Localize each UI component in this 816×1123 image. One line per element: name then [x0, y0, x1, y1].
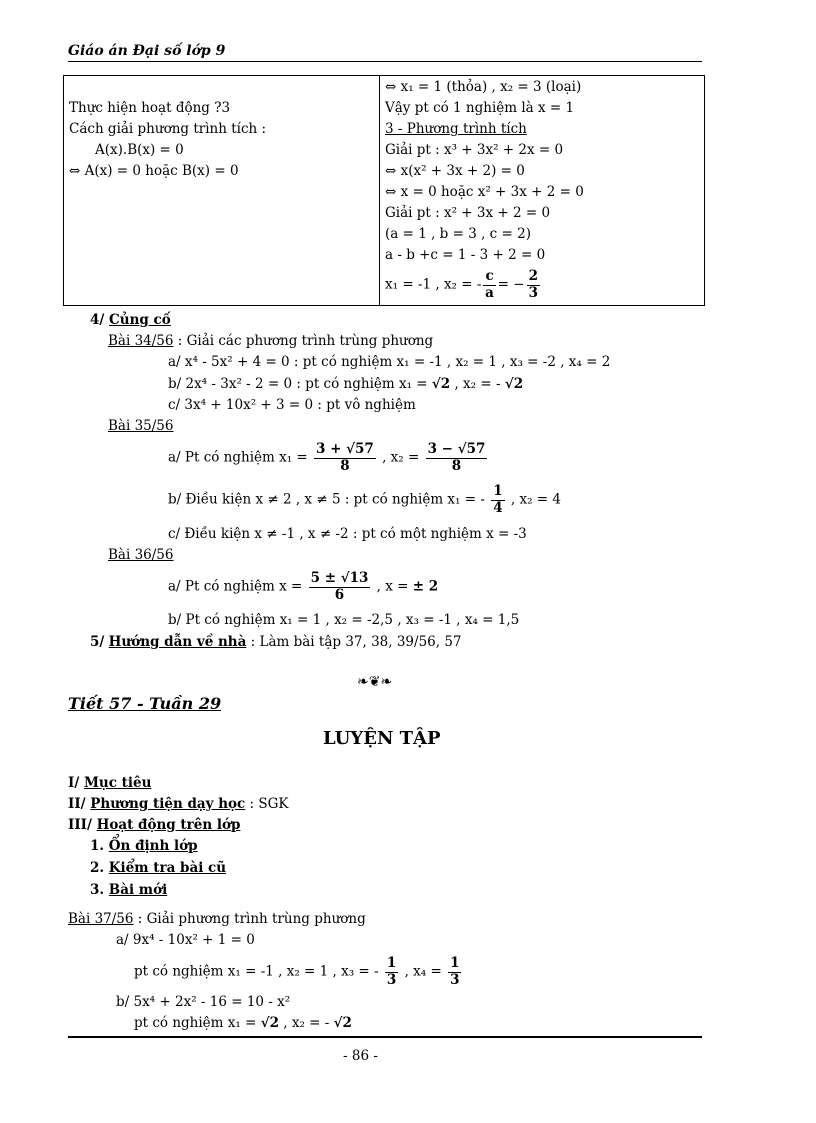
- exercise-36a: [168, 572, 438, 602]
- text: , x₂ = 4: [506, 491, 561, 508]
- exercise-34a: a/ x⁴ - 5x² + 4 = 0 : pt có nghiệm x₁ = -1 , x₂ = 1 , x₃ = -2 , x₄ = 2: [168, 354, 611, 370]
- exercise-37a: a/ 9x⁴ - 10x² + 1 = 0: [116, 932, 255, 948]
- table-right-line: ⇔ x = 0 hoặc x² + 3x + 2 = 0: [385, 184, 584, 200]
- table-right-line: Giải pt : x² + 3x + 2 = 0: [385, 205, 551, 221]
- sqrt-2: √2: [333, 1015, 352, 1031]
- section-detail: : SGK: [245, 796, 289, 812]
- fraction-c-a: [483, 270, 495, 300]
- exercise-35c: c/ Điều kiện x ≠ -1 , x ≠ -2 : pt có một nghiệm x = -3: [168, 526, 527, 542]
- table-right-line: a - b +c = 1 - 3 + 2 = 0: [385, 247, 546, 263]
- denominator: 4: [493, 499, 503, 516]
- section-homework: [90, 636, 462, 650]
- table-right-line: ⇔ x₁ = 1 (thỏa) , x₂ = 3 (loại): [385, 79, 582, 95]
- header-title: Giáo án Đại số lớp 9: [68, 43, 226, 59]
- section-objectives: [68, 777, 151, 791]
- denominator: 8: [451, 457, 462, 474]
- table-divider: [379, 76, 380, 305]
- section-number: 5/: [90, 634, 105, 650]
- section-title: Phương tiện dạy học: [90, 796, 246, 812]
- step-number: 1.: [90, 838, 109, 854]
- table-right-fraction-line: [385, 270, 542, 300]
- denominator: 3: [450, 971, 460, 988]
- exercise-desc: : Giải phương trình trùng phương: [133, 911, 366, 927]
- step-3: [90, 884, 167, 898]
- ornament-icon: ❧❦❧: [357, 674, 393, 690]
- text: pt có nghiệm x₁ =: [134, 1015, 261, 1031]
- table-left-line: A(x).B(x) = 0: [95, 142, 184, 158]
- step-title: Kiểm tra bài cũ: [108, 860, 227, 876]
- text: , x =: [372, 578, 413, 595]
- exercise-34c: c/ 3x⁴ + 10x² + 3 = 0 : pt vô nghiệm: [168, 397, 416, 413]
- text: , x₂ = -: [450, 376, 505, 392]
- denominator: 3: [386, 971, 397, 988]
- exercise-37a-solution: [134, 957, 463, 987]
- fraction: [491, 485, 504, 515]
- exercise-34b: [168, 378, 523, 392]
- fraction: [314, 443, 376, 473]
- denominator: 3: [528, 284, 538, 301]
- text: , x₄ =: [400, 963, 447, 980]
- numerator: c: [485, 268, 494, 284]
- step-1: [90, 840, 198, 854]
- table-right-line: Giải pt : x³ + 3x² + 2x = 0: [385, 142, 564, 158]
- step-title: Ổn định lớp: [108, 838, 198, 854]
- exercise-desc: : Giải các phương trình trùng phương: [173, 333, 434, 349]
- section-activities: [68, 819, 240, 833]
- header-rule: [68, 61, 702, 62]
- table-right-line: (a = 1 , b = 3 , c = 2): [385, 226, 531, 242]
- sqrt-2: √2: [504, 376, 524, 392]
- lesson-period: Tiết 57 - Tuần 29: [68, 694, 222, 713]
- section-title: Mục tiêu: [83, 775, 152, 791]
- fraction: [309, 572, 371, 602]
- homework-text: : Làm bài tập 37, 38, 39/56, 57: [246, 634, 462, 650]
- exercise-37-heading: [68, 913, 366, 927]
- fraction: [426, 443, 488, 473]
- numerator: 1: [450, 955, 460, 971]
- section-number: II/: [68, 796, 91, 812]
- step-number: 3.: [90, 882, 109, 898]
- text: , x₂ = -: [278, 1015, 334, 1031]
- table-right-line: ⇔ x(x² + 3x + 2) = 0: [385, 163, 525, 179]
- numerator: 1: [386, 955, 397, 971]
- page-number: - 86 -: [343, 1048, 378, 1064]
- section-title: Hướng dẫn về nhà: [108, 634, 247, 650]
- section-cung-co: [90, 314, 171, 328]
- fraction-2-3: [527, 270, 540, 300]
- section-materials: [68, 798, 289, 812]
- exercise-36-heading: Bài 36/56: [108, 547, 174, 563]
- table-right-line: 3 - Phương trình tích: [385, 121, 527, 137]
- exercise-35b: [168, 485, 561, 515]
- x-values: x₁ = -1 , x₂ = -: [385, 276, 482, 293]
- table-left-line: Thực hiện hoạt động ?3: [69, 100, 231, 116]
- text: a/ Pt có nghiệm x₁ =: [168, 449, 313, 466]
- text: a/ Pt có nghiệm x =: [168, 578, 307, 595]
- exercise-35-heading: Bài 35/56: [108, 418, 174, 434]
- text: b/ Điều kiện x ≠ 2 , x ≠ 5 : pt có nghiệm x₁ = -: [168, 491, 490, 508]
- denominator: a: [485, 284, 494, 301]
- text: , x₂ =: [377, 449, 424, 466]
- exercise-34-heading: [108, 335, 433, 349]
- section-number: I/: [68, 775, 84, 791]
- table-left-line: ⇔ A(x) = 0 hoặc B(x) = 0: [69, 163, 239, 179]
- text: pt có nghiệm x₁ = -1 , x₂ = 1 , x₃ = -: [134, 963, 383, 980]
- equals-minus: = −: [497, 276, 525, 293]
- plus-minus-2: ± 2: [412, 578, 439, 595]
- denominator: 8: [340, 457, 350, 474]
- table-right-line: Vậy pt có 1 nghiệm là x = 1: [385, 100, 575, 116]
- fraction: [448, 957, 461, 987]
- exercise-36b: b/ Pt có nghiệm x₁ = 1 , x₂ = -2,5 , x₃ = -1 , x₄ = 1,5: [168, 612, 520, 628]
- numerator: 5 ± √13: [310, 570, 369, 586]
- text: b/ 2x⁴ - 3x² - 2 = 0 : pt có nghiệm x₁ =: [168, 376, 432, 392]
- section-number: III/: [68, 817, 97, 833]
- exercise-label: Bài 34/56: [108, 333, 174, 349]
- fraction: [385, 957, 398, 987]
- numerator: 2: [528, 268, 538, 284]
- numerator: 1: [493, 483, 503, 499]
- exercise-37b: b/ 5x⁴ + 2x² - 16 = 10 - x²: [116, 994, 291, 1010]
- denominator: 6: [334, 586, 345, 603]
- numerator: 3 − √57: [427, 441, 486, 457]
- step-number: 2.: [90, 860, 109, 876]
- section-title: Hoạt động trên lớp: [96, 817, 241, 833]
- numerator: 3 + √57: [316, 441, 374, 457]
- footer-rule: [68, 1036, 702, 1038]
- exercise-37b-solution: [134, 1017, 352, 1031]
- sqrt-2: √2: [260, 1015, 279, 1031]
- step-2: [90, 862, 226, 876]
- exercise-35a: [168, 443, 489, 473]
- section-title: Củng cố: [109, 312, 171, 328]
- step-title: Bài mới: [108, 882, 168, 898]
- lesson-title: LUYỆN TẬP: [323, 728, 441, 749]
- table-left-line: Cách giải phương trình tích :: [69, 121, 267, 137]
- exercise-label: Bài 37/56: [68, 911, 134, 927]
- section-number: 4/: [90, 312, 105, 328]
- sqrt-2: √2: [431, 376, 451, 392]
